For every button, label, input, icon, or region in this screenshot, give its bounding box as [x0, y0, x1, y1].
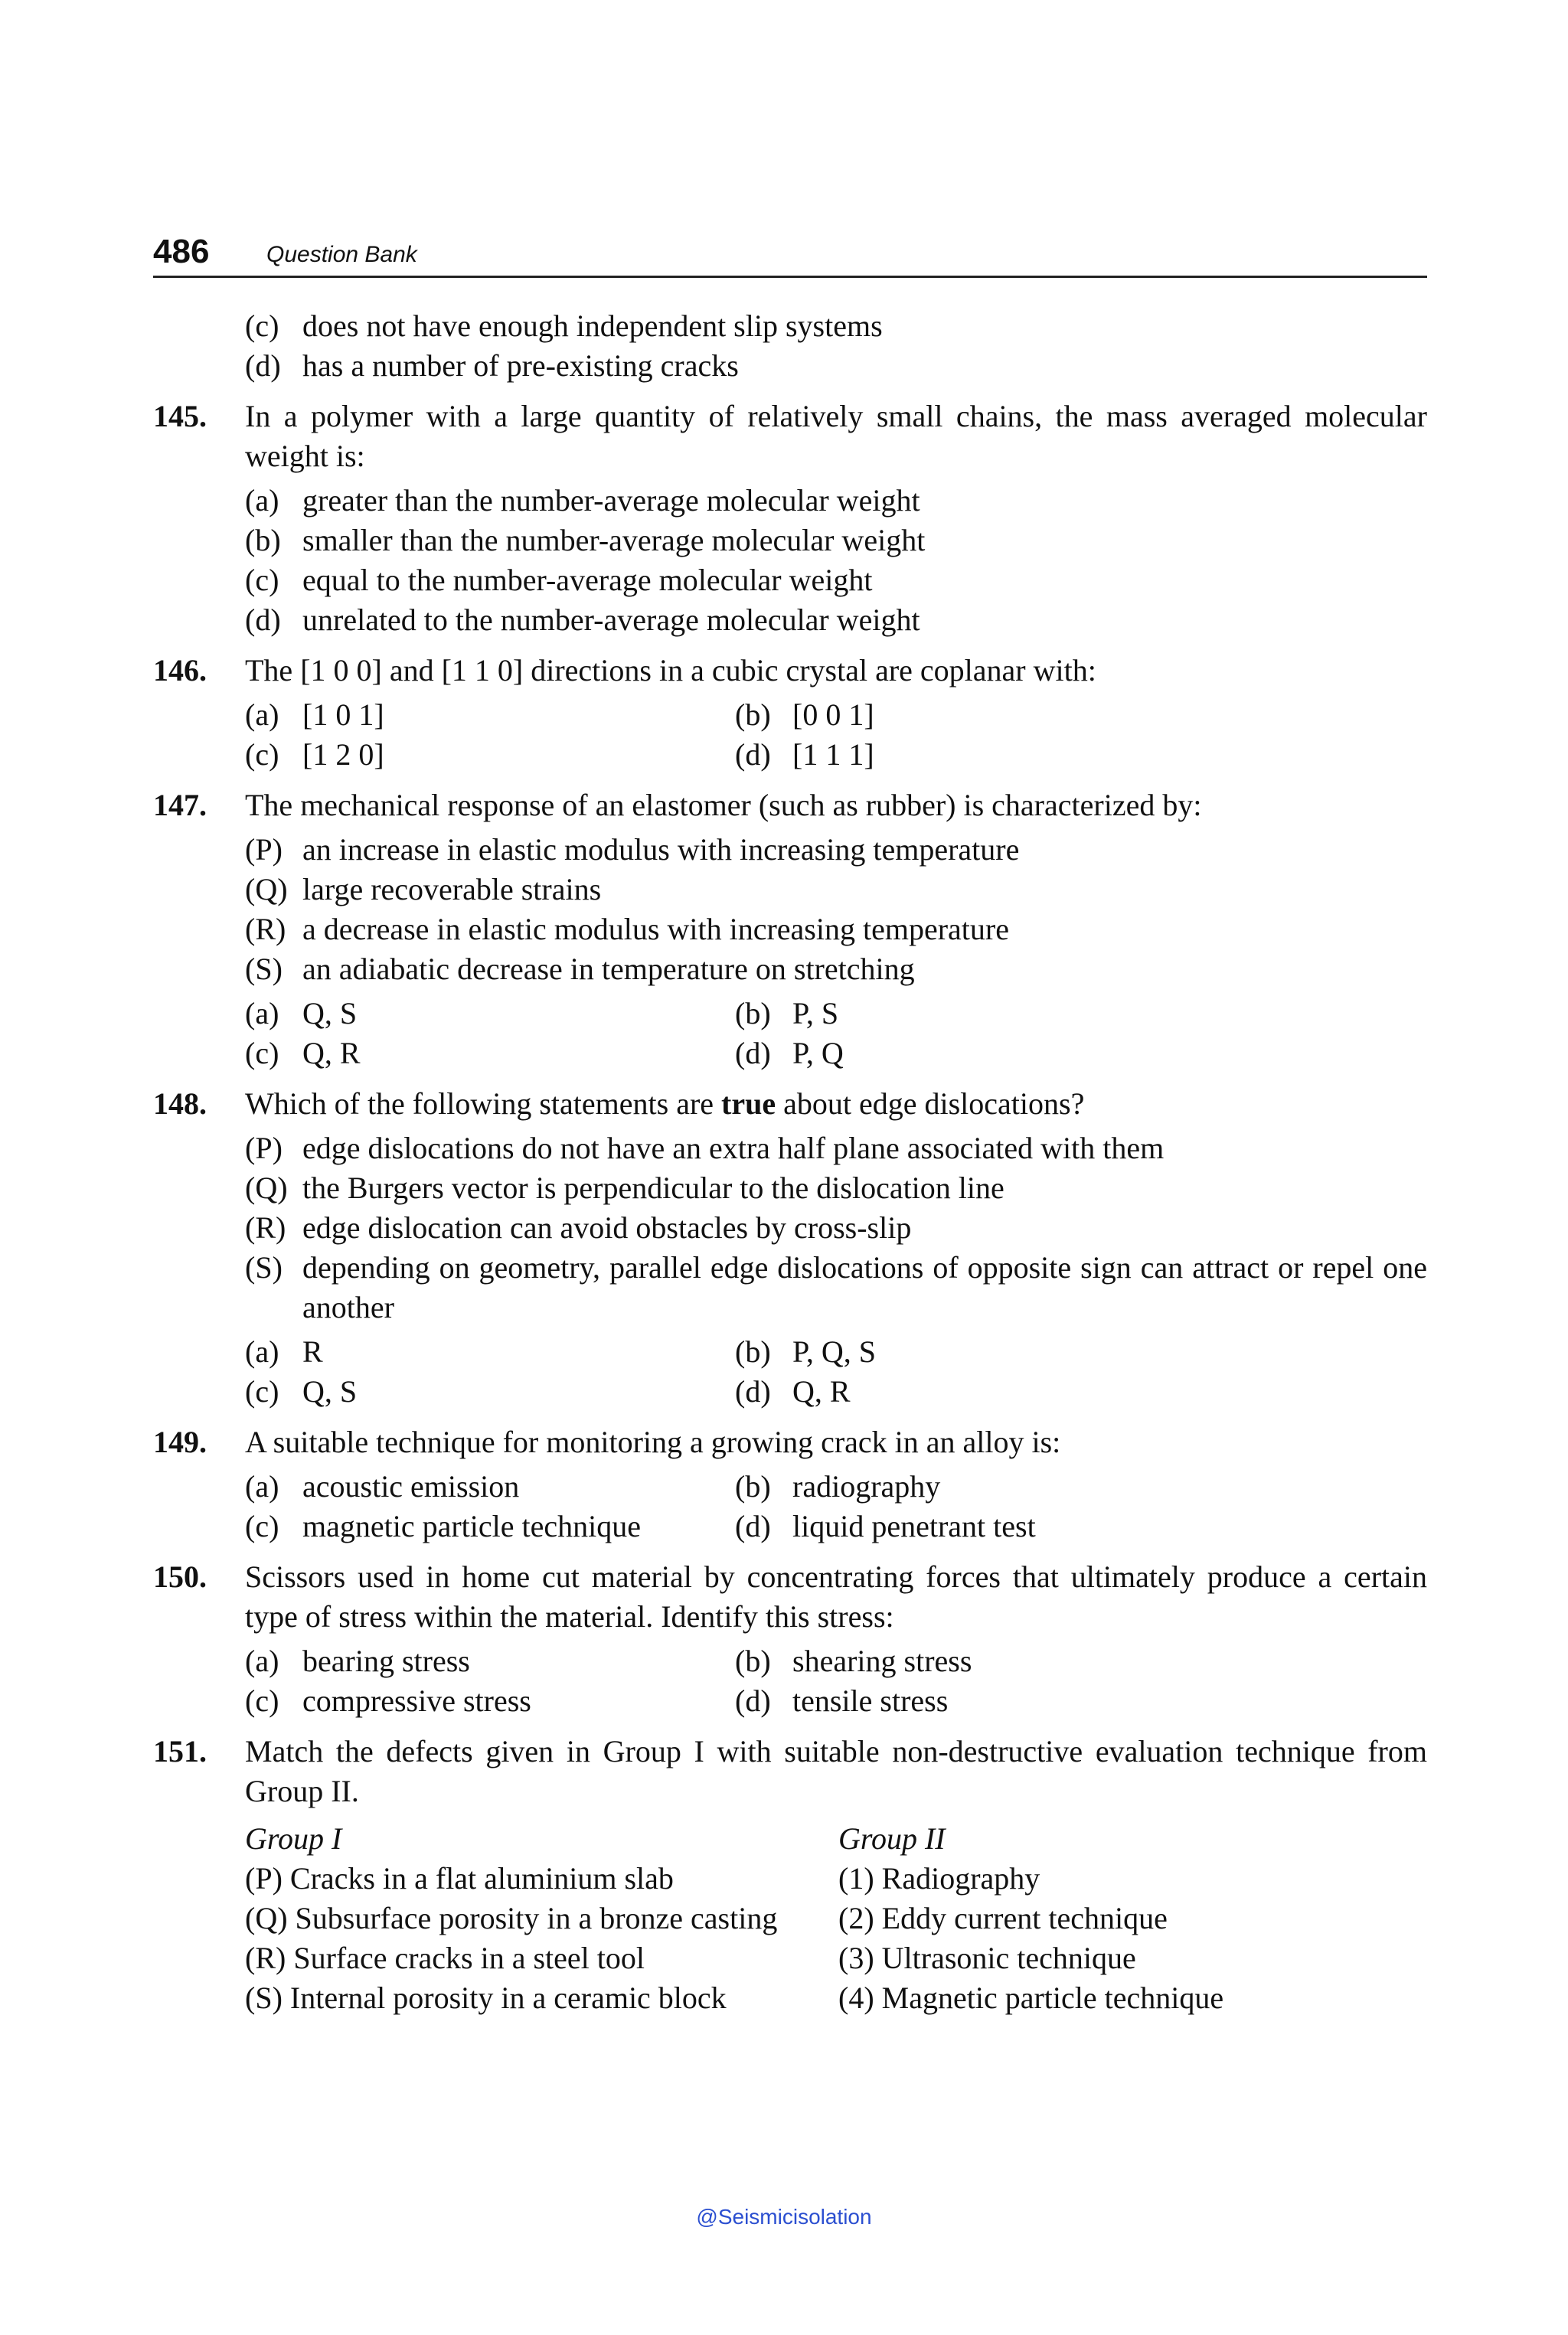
question-text: 147. The mechanical response of an elastomer (such as rubber) is characterized by:	[153, 785, 1427, 825]
question-number: 149.	[153, 1425, 207, 1459]
group-2-item: (1) Radiography	[838, 1861, 1040, 1896]
option-item: (d) P, Q	[735, 1036, 844, 1070]
statement-item: (Q) the Burgers vector is perpendicular to the dislocation line	[245, 1171, 1004, 1205]
question-number: 148.	[153, 1086, 207, 1121]
statement-item: (Q) large recoverable strains	[245, 872, 602, 906]
group-2-item: (4) Magnetic particle technique	[838, 1981, 1224, 2015]
statement-item: (S) depending on geometry, parallel edge dislocations of opposite sign can attract or repel one another	[245, 1250, 1427, 1324]
option-item: (c) Q, S	[245, 1374, 358, 1409]
question-text: 146. The [1 0 0] and [1 1 0] directions in a cubic crystal are coplanar with:	[153, 651, 1427, 691]
statement-item: (P) edge dislocations do not have an extra half plane associated with them	[245, 1131, 1165, 1165]
option-item: (a) acoustic emission	[245, 1469, 520, 1504]
option-item: (b) shearing stress	[735, 1644, 972, 1678]
question-148	[153, 1084, 1427, 1412]
page-number: 486	[153, 233, 210, 270]
question-number: 145.	[153, 399, 207, 433]
question-text: 150. Scissors used in home cut material by concentrating forces that ultimately produce a certain type of stress within the material. Identify this stress:	[153, 1557, 1427, 1637]
options-grid	[153, 994, 1427, 1073]
statement-item: (P) an increase in elastic modulus with increasing temperature	[245, 832, 1020, 867]
option-item: (b) smaller than the number-average molecular weight	[245, 523, 926, 557]
question-number: 151.	[153, 1734, 207, 1768]
option-item: (d) unrelated to the number-average molecular weight	[245, 603, 920, 637]
carryover-options	[153, 306, 1427, 386]
group-2-item: (2) Eddy current technique	[838, 1901, 1168, 1935]
options-grid	[153, 1332, 1427, 1412]
group-1-item: (P) Cracks in a flat aluminium slab	[245, 1861, 674, 1896]
question-149	[153, 1422, 1427, 1546]
page-header	[153, 230, 1427, 278]
question-text: 151. Match the defects given in Group I with suitable non-destructive evaluation technique from Group II.	[153, 1732, 1427, 1811]
option-item: (a) bearing stress	[245, 1644, 470, 1678]
statement-item: (S) an adiabatic decrease in temperature on stretching	[245, 952, 915, 986]
question-145	[153, 397, 1427, 640]
option-item: (b) P, S	[735, 996, 839, 1030]
option-item: (b) radiography	[735, 1469, 941, 1504]
match-groups	[153, 1819, 1427, 2018]
group-1-item: (Q) Subsurface porosity in a bronze casting	[245, 1901, 778, 1935]
option-item: (c) Q, R	[245, 1036, 361, 1070]
question-number: 150.	[153, 1559, 207, 1594]
option-item: (d) liquid penetrant test	[735, 1509, 1036, 1543]
statements-list	[153, 830, 1427, 989]
option-item: (d) has a number of pre-existing cracks	[245, 348, 739, 383]
options-grid	[153, 695, 1427, 775]
option-item: (a) Q, S	[245, 996, 358, 1030]
statement-item: (R) edge dislocation can avoid obstacles by cross-slip	[245, 1210, 912, 1245]
option-item: (d) tensile stress	[735, 1683, 949, 1718]
option-item: (a) R	[245, 1334, 323, 1369]
question-text: 149. A suitable technique for monitoring a growing crack in an alloy is:	[153, 1422, 1427, 1462]
option-item: (d) Q, R	[735, 1374, 851, 1409]
group-1-item: (R) Surface cracks in a steel tool	[245, 1941, 645, 1975]
question-146	[153, 651, 1427, 775]
question-number: 147.	[153, 788, 207, 822]
option-item: (b) P, Q, S	[735, 1334, 876, 1369]
option-item: (a) [1 0 1]	[245, 697, 384, 732]
question-150	[153, 1557, 1427, 1721]
group-1-heading: Group I	[245, 1821, 342, 1856]
running-title: Question Bank	[266, 242, 417, 267]
option-item: (c) magnetic particle technique	[245, 1509, 642, 1543]
option-item: (c) compressive stress	[245, 1683, 531, 1718]
options-grid	[153, 1467, 1427, 1546]
option-item: (c) equal to the number-average molecular weight	[245, 563, 873, 597]
option-item: (d) [1 1 1]	[735, 737, 874, 772]
group-2-heading: Group II	[838, 1821, 946, 1856]
options-list	[153, 481, 1427, 640]
options-grid	[153, 1641, 1427, 1721]
question-151	[153, 1732, 1427, 2018]
option-item: (b) [0 0 1]	[735, 697, 874, 732]
question-number: 146.	[153, 653, 207, 687]
page-body	[153, 306, 1427, 2018]
emphasis-true: true	[721, 1086, 776, 1121]
question-147	[153, 785, 1427, 1073]
group-2-item: (3) Ultrasonic technique	[838, 1941, 1136, 1975]
group-1-item: (S) Internal porosity in a ceramic block	[245, 1981, 727, 2015]
option-item: (c) does not have enough independent slip systems	[245, 309, 883, 343]
option-item: (c) [1 2 0]	[245, 737, 384, 772]
statements-list	[153, 1128, 1427, 1328]
watermark: @Seismicisolation	[696, 2205, 872, 2229]
question-text: 148. Which of the following statements are true about edge dislocations?	[153, 1084, 1427, 1124]
question-text: 145. In a polymer with a large quantity of relatively small chains, the mass averaged molecular weight is:	[153, 397, 1427, 476]
statement-item: (R) a decrease in elastic modulus with increasing temperature	[245, 912, 1009, 946]
option-item: (a) greater than the number-average molecular weight	[245, 483, 920, 518]
